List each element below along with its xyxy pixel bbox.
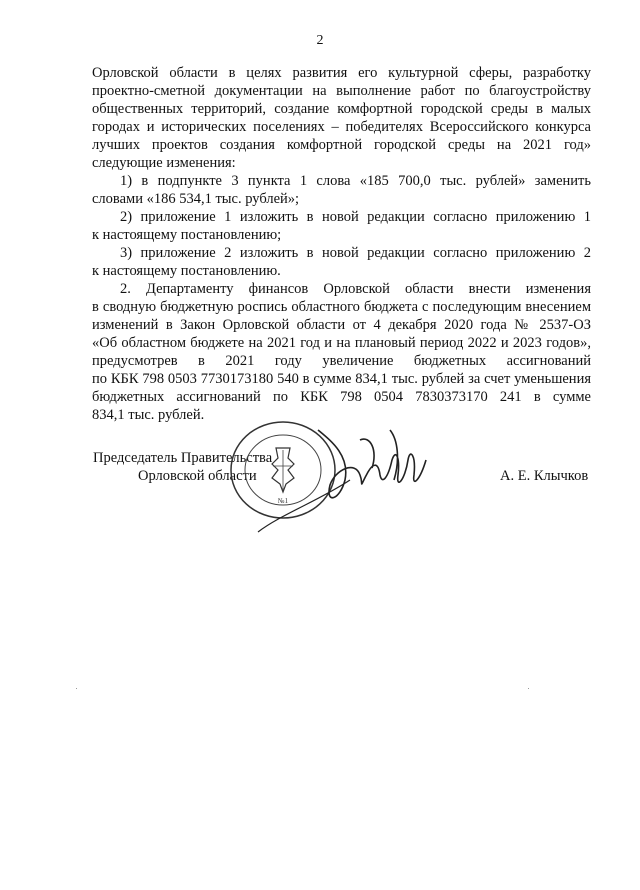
body-line: следующие изменения: bbox=[92, 155, 236, 171]
signatory-title-line-1: Председатель Правительства bbox=[93, 450, 273, 466]
body-line: изменений в Закон Орловской области от 4 декабря 2020 года № 2537-ОЗ bbox=[92, 317, 591, 333]
body-line: предусмотрев в 2021 году увеличение бюджетных ассигнований bbox=[92, 353, 591, 369]
body-line: городах и исторических поселениях – победителях Всероссийского конкурса bbox=[92, 119, 591, 135]
signatory-title-line-2: Орловской области bbox=[138, 468, 257, 484]
body-line: к настоящему постановлению; bbox=[92, 227, 282, 243]
handwritten-signature bbox=[240, 420, 440, 540]
body-line: в сводную бюджетную роспись областного бюджета с последующим внесением bbox=[92, 299, 591, 315]
page-number: 2 bbox=[316, 33, 324, 48]
body-line: лучших проектов создания комфортной городской среды на 2021 год» bbox=[92, 137, 591, 153]
scan-mark-right bbox=[528, 688, 529, 689]
body-line: 2. Департаменту финансов Орловской области внести изменения bbox=[120, 281, 591, 297]
body-line: 1) в подпункте 3 пункта 1 слова «185 700,0 тыс. рублей» заменить bbox=[120, 173, 591, 189]
body-line: по КБК 798 0503 7730173180 540 в сумме 834,1 тыс. рублей за счет уменьшения bbox=[92, 371, 591, 387]
body-line: проектно-сметной документации на выполнение работ по благоустройству bbox=[92, 83, 591, 99]
body-line: общественных территорий, создание комфортной городской среды в малых bbox=[92, 101, 591, 117]
body-line: словами «186 534,1 тыс. рублей»; bbox=[92, 191, 300, 207]
body-line: Орловской области в целях развития его культурной сферы, разработку bbox=[92, 65, 591, 81]
body-line: 3) приложение 2 изложить в новой редакции согласно приложению 2 bbox=[120, 245, 591, 261]
seal-number: №1 bbox=[277, 497, 289, 505]
body-line: бюджетных ассигнований по КБК 798 0504 7830373170 241 в сумме bbox=[92, 389, 591, 405]
body-line: «Об областном бюджете на 2021 год и на плановый период 2022 и 2023 годов», bbox=[92, 335, 591, 351]
body-line: 834,1 тыс. рублей. bbox=[92, 407, 205, 423]
scan-mark-left bbox=[76, 688, 77, 689]
signatory-name: А. Е. Клычков bbox=[500, 468, 589, 484]
body-line: к настоящему постановлению. bbox=[92, 263, 281, 279]
body-line: 2) приложение 1 изложить в новой редакции согласно приложению 1 bbox=[120, 209, 591, 225]
